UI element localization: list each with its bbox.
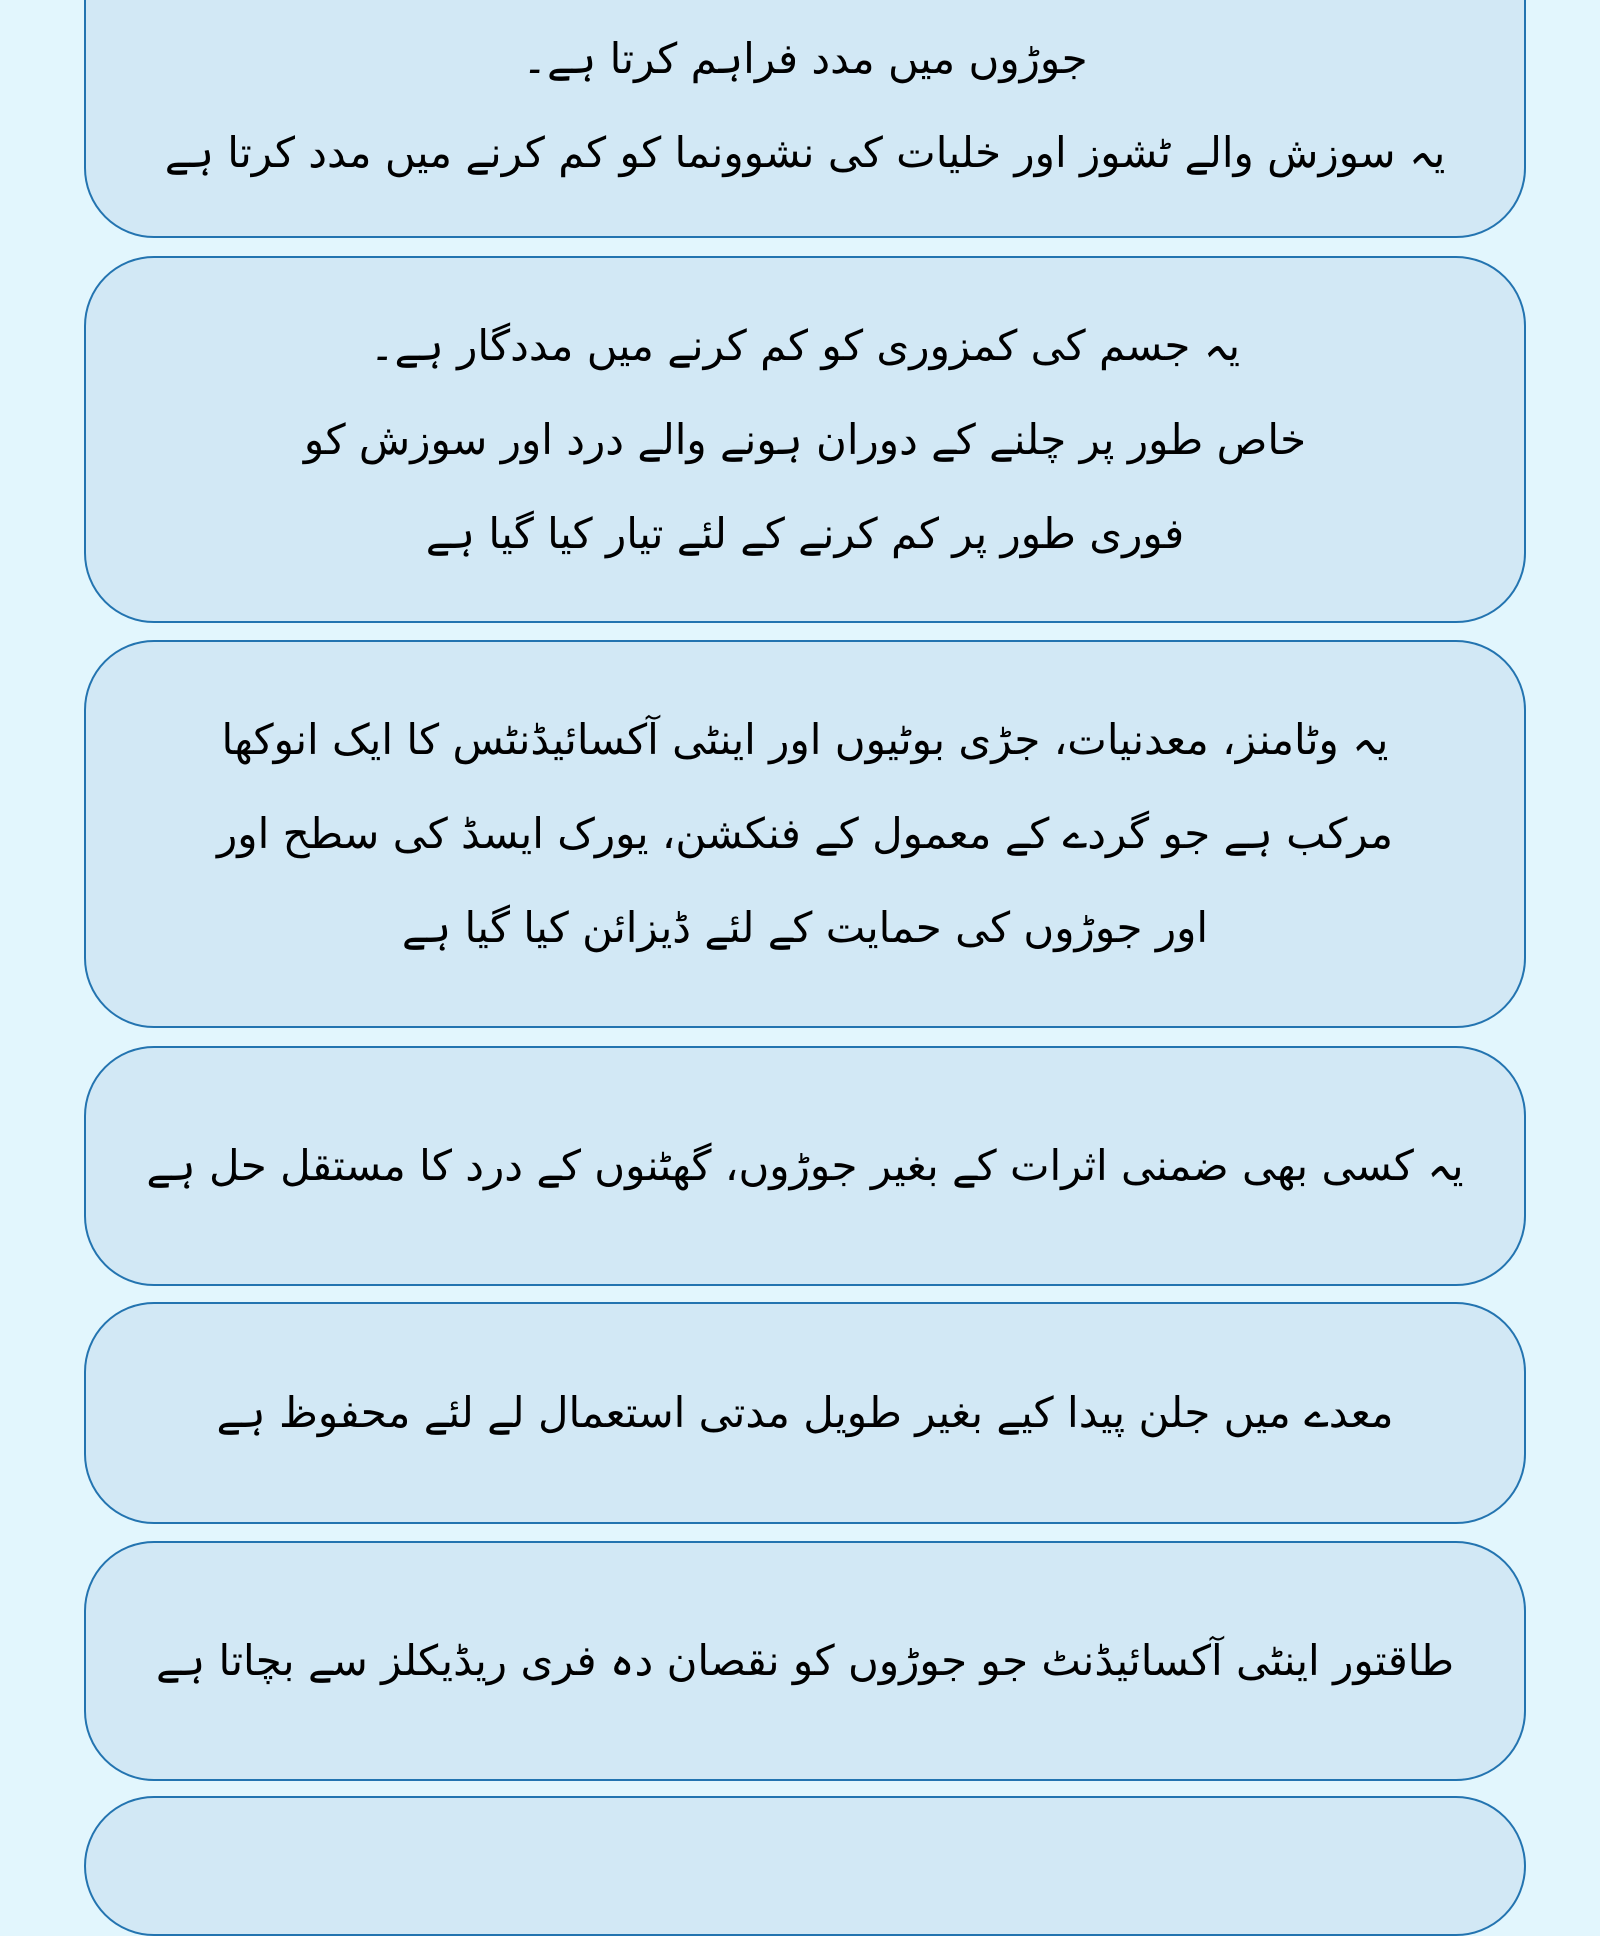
benefit-line: معدے میں جلن پیدا کیے بغیر طویل مدتی استعمال لے لئے محفوظ ہے bbox=[216, 1388, 1394, 1437]
benefit-card bbox=[84, 0, 1526, 238]
benefit-text bbox=[86, 299, 1524, 581]
benefit-line: مرکب ہے جو گردے کے معمول کے فنکشن، یورک ایسڈ کی سطح اور bbox=[217, 809, 1393, 858]
benefit-line: جوڑوں میں مدد فراہم کرتا ہے۔ bbox=[522, 34, 1088, 83]
benefit-card bbox=[84, 1046, 1526, 1286]
benefit-line: طاقتور اینٹی آکسائیڈنٹ جو جوڑوں کو نقصان دہ فری ریڈیکلز سے بچاتا ہے bbox=[155, 1636, 1455, 1685]
benefit-card bbox=[84, 1302, 1526, 1524]
benefit-line: یہ کسی بھی ضمنی اثرات کے بغیر جوڑوں، گھٹنوں کے درد کا مستقل حل ہے bbox=[146, 1141, 1464, 1190]
benefit-text bbox=[86, 1366, 1524, 1460]
benefit-text bbox=[86, 693, 1524, 975]
benefit-card bbox=[84, 640, 1526, 1028]
benefit-line: یہ جسم کی کمزوری کو کم کرنے میں مددگار ہے۔ bbox=[369, 320, 1241, 370]
benefit-text bbox=[86, 12, 1524, 236]
benefit-card bbox=[84, 1541, 1526, 1781]
benefit-line: یہ سوزش والے ٹشوز اور خلیات کی نشوونما کو کم کرنے میں مدد کرتا ہے bbox=[164, 128, 1446, 177]
benefit-line: یہ وٹامنز، معدنیات، جڑی بوٹیوں اور اینٹی آکسائیڈنٹس کا ایک انوکھا bbox=[221, 715, 1389, 764]
benefit-text bbox=[86, 1614, 1524, 1708]
benefit-line: اور جوڑوں کی حمایت کے لئے ڈیزائن کیا گیا ہے bbox=[401, 903, 1209, 952]
benefit-card bbox=[84, 1796, 1526, 1936]
benefit-text bbox=[86, 1119, 1524, 1213]
benefit-line: فوری طور پر کم کرنے کے لئے تیار کیا گیا ہے bbox=[425, 508, 1185, 558]
benefit-card bbox=[84, 256, 1526, 623]
benefit-line: خاص طور پر چلنے کے دوران ہونے والے درد اور سوزش کو bbox=[303, 414, 1307, 464]
